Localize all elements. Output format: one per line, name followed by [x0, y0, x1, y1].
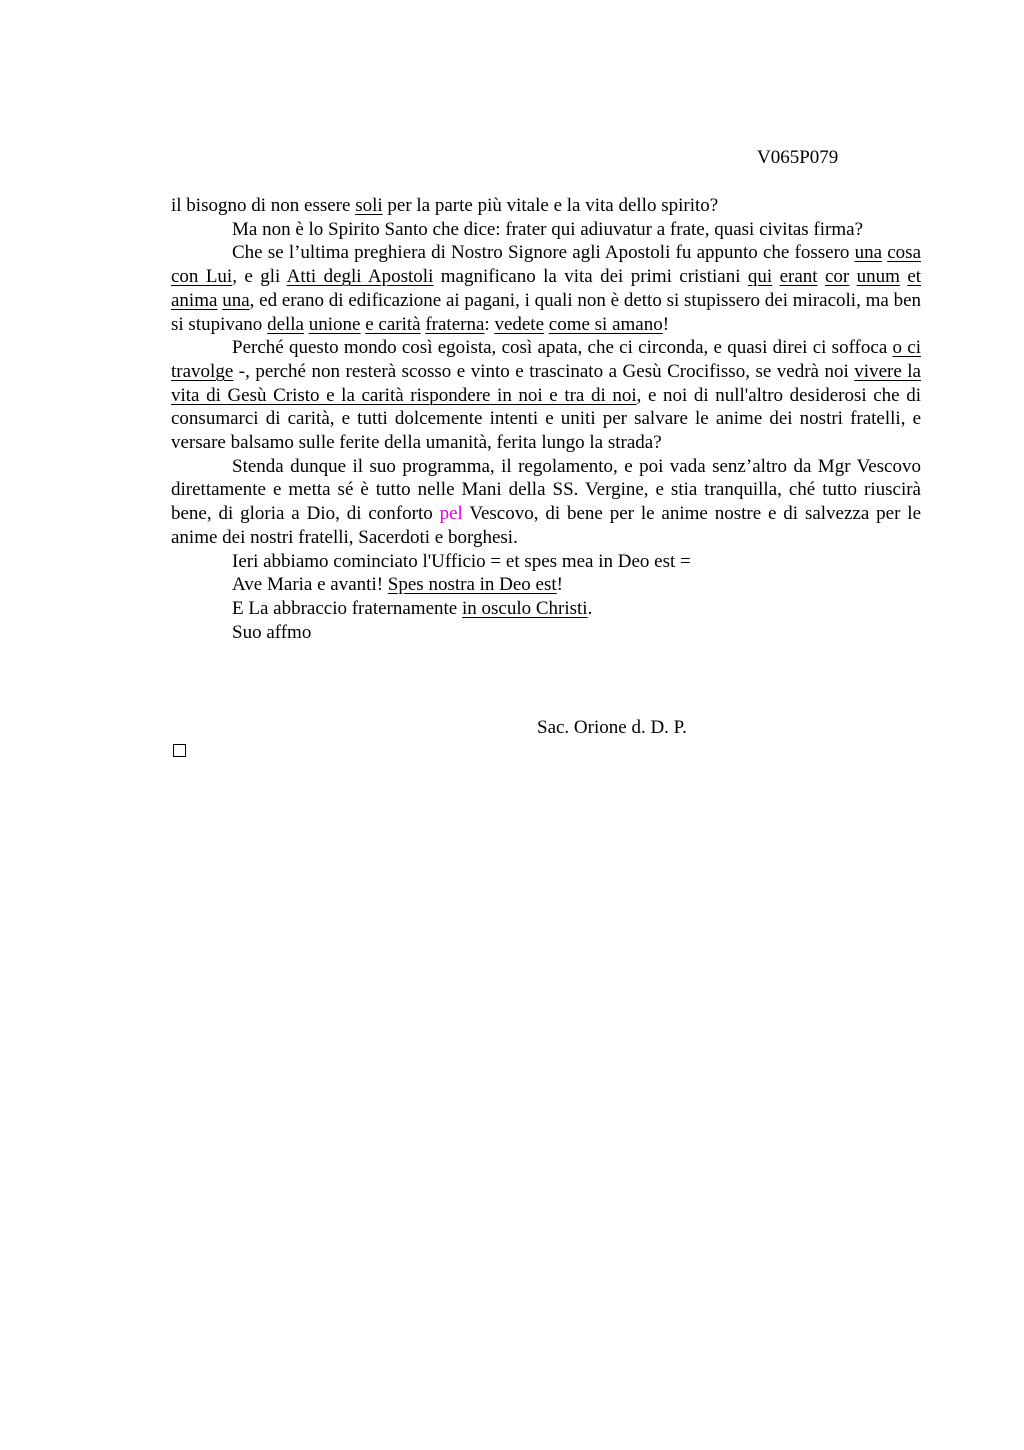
- text-run: per la parte più vitale e la vita dello spirito?: [382, 195, 719, 216]
- underlined-text: vivere la vita di Gesù Cristo e la carità rispondere in noi e tra di noi: [171, 360, 921, 406]
- text-run: :: [484, 313, 495, 335]
- text-run: Vescovo, di bene per le anime nostre e di salvezza per le anime dei nostri fratelli, Sacerdoti e borghesi.: [171, 503, 921, 548]
- text-run: Suo affmo: [232, 621, 312, 643]
- text-run: -, perché non resterà scosso e vinto e trascinato a Gesù Crocifisso, se vedrà noi: [233, 360, 855, 382]
- underlined-text: unione: [308, 313, 361, 335]
- paragraph-6: [171, 550, 921, 574]
- underlined-text: et: [907, 266, 922, 288]
- text-run: [772, 266, 779, 287]
- signature: Sac. Orione d. D. P.: [537, 717, 687, 738]
- paragraph-1: [171, 194, 921, 218]
- underlined-text: una: [222, 289, 250, 311]
- text-run: il bisogno di non essere: [171, 195, 356, 216]
- underlined-text: cosa: [887, 242, 922, 264]
- text-run: .: [587, 597, 593, 619]
- underlined-text: soli: [355, 195, 383, 216]
- text-run: !: [662, 313, 670, 335]
- underlined-text: Spes nostra in Deo est: [387, 574, 557, 596]
- highlighted-word: pel: [439, 503, 463, 525]
- text-run: magnificano la vita dei primi cristiani: [433, 266, 748, 288]
- text-run: E La abbraccio fraternamente: [232, 597, 462, 619]
- underlined-text: cor: [824, 266, 850, 288]
- text-run: Ieri abbiamo cominciato l'Ufficio = et spes mea in Deo est =: [232, 550, 691, 572]
- text-run: , e noi di null'altro desiderosi che di consumarci di carità, e tutti dolcemente intenti e uniti per salvare le anime dei nostri fratelli, e versare balsamo sulle ferite della umanità, ferita lungo la strada?: [171, 384, 921, 454]
- paragraph-3: [171, 241, 921, 336]
- text-run: , ed erano di edificazione ai pagani, i quali non è detto si stupissero dei miracoli, ma ben si stupivano: [171, 289, 921, 335]
- underlined-text: o ci travolge: [171, 337, 921, 382]
- underlined-text: erant: [779, 266, 818, 288]
- underlined-text: unum: [856, 266, 900, 288]
- text-run: Ma non è lo Spirito Santo che dice: frater qui adiuvatur a frate, quasi civitas firma?: [232, 218, 864, 240]
- paragraph-5: [171, 455, 921, 550]
- paragraph-7: [171, 573, 921, 597]
- paragraph-8: [171, 597, 921, 621]
- underlined-text: fraterna: [425, 313, 485, 335]
- text-run: Che se l’ultima preghiera di Nostro Signore agli Apostoli fu appunto che fossero: [232, 242, 855, 264]
- underlined-text: Atti degli Apostoli: [286, 266, 434, 288]
- letter-body: [171, 194, 921, 644]
- checkbox-square-icon: [173, 744, 186, 757]
- paragraph-2: [171, 218, 921, 242]
- underlined-text: una: [854, 242, 883, 264]
- text-run: Perché questo mondo così egoista, così apata, che ci circonda, e quasi direi ci soffoca: [232, 337, 893, 359]
- text-run: Ave Maria e avanti!: [232, 574, 388, 596]
- underlined-text: vedete: [494, 313, 545, 335]
- text-run: !: [556, 574, 563, 596]
- text-run: [818, 266, 825, 287]
- text-run: Stenda dunque il suo programma, il regolamento, e poi vada senz’altro da Mgr Vescovo direttamente e metta sé è tutto nelle Mani della SS. Vergine, e stia tranquilla, ché tutto riuscirà bene, di gloria a Dio, di conforto: [171, 455, 921, 525]
- underlined-text: con Lui: [171, 266, 233, 288]
- underlined-text: anima: [171, 289, 218, 311]
- underlined-text: come si amano: [548, 313, 663, 335]
- underlined-text: in osculo Christi: [461, 597, 588, 619]
- underlined-text: e carità: [365, 313, 421, 335]
- paragraph-4: [171, 336, 921, 455]
- underlined-text: qui: [747, 266, 773, 288]
- text-run: [849, 266, 856, 287]
- page-reference: V065P079: [757, 147, 839, 168]
- underlined-text: della: [267, 313, 304, 335]
- closing-salutation: [171, 621, 921, 645]
- text-run: , e gli: [232, 266, 287, 288]
